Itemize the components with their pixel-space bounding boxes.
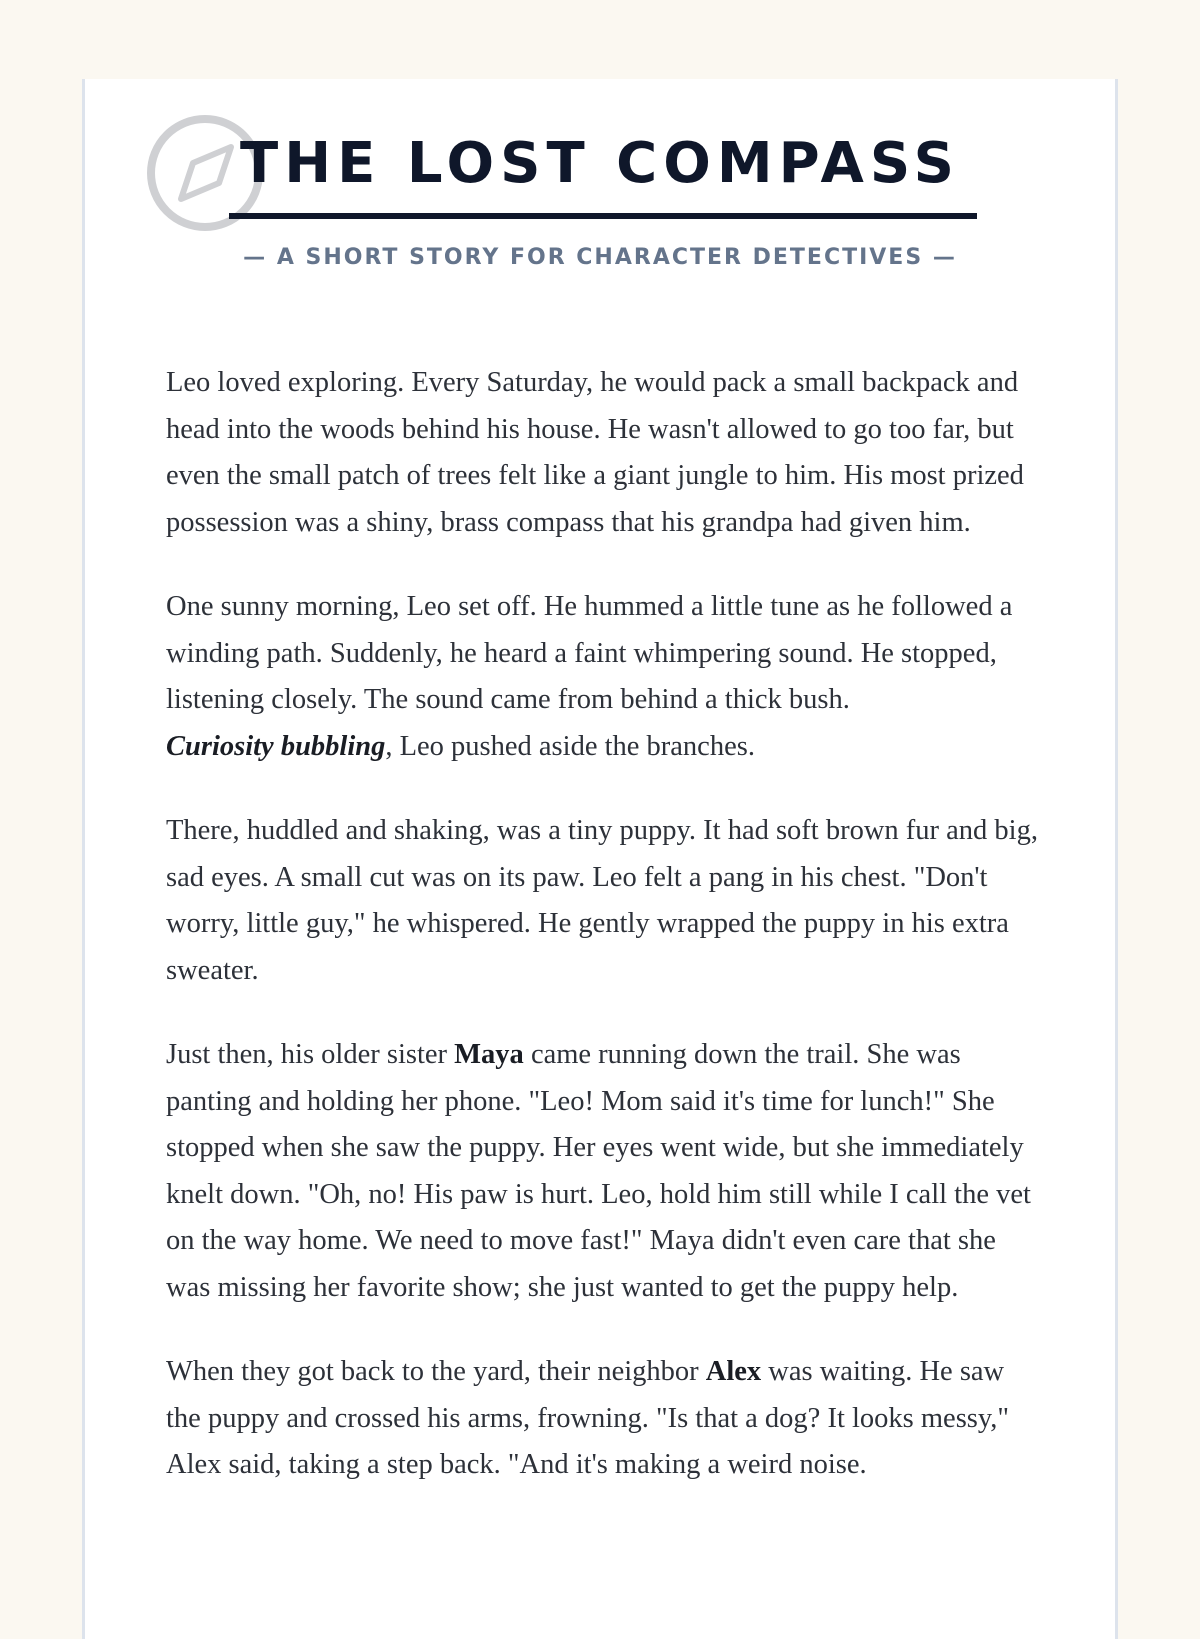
story-paragraph-1: Leo loved exploring. Every Saturday, he would pack a small backpack and head into the woods behind his house. He wasn't allowed to go too far, but even the small patch of trees felt like a giant jungle to him. His most prized possession was a shiny, brass compass that his grandpa had given him. xyxy=(166,367,1024,538)
page-subtitle: — A SHORT STORY FOR CHARACTER DETECTIVES — xyxy=(243,245,957,270)
emphasis-phrase: Curiosity bubbling xyxy=(166,730,386,762)
story-paragraph-5 xyxy=(166,1349,1046,1489)
paragraph-text: , Leo pushed aside the branches. xyxy=(385,730,755,762)
page-title: THE LOST COMPASS xyxy=(240,131,960,196)
story-paragraph-2 xyxy=(166,584,1046,770)
story-page xyxy=(82,79,1118,1639)
paragraph-text: came running down the trail. She was panting and holding her phone. "Leo! Mom said it's time for lunch!" She stopped when she saw the puppy. Her eyes went wide, but she immediately knelt down. "Oh, no! His paw is hurt. Leo, hold him still while I call the vet on the way home. We need to move fast!" Maya didn't even care that she was missing her favorite show; she just wanted to get the puppy help. xyxy=(166,1039,1031,1303)
paragraph-text: One sunny morning, Leo set off. He hummed a little tune as he followed a winding path. Suddenly, he heard a faint whimpering sound. He stopped, listening closely. The sound came from behind a thick bush. xyxy=(166,591,1013,715)
paragraph-text: Just then, his older sister xyxy=(166,1039,448,1070)
title-underline xyxy=(229,213,977,219)
story-body xyxy=(166,360,1046,1527)
paragraph-text: When they got back to the yard, their neighbor xyxy=(166,1356,699,1387)
character-name-alex: Alex xyxy=(705,1356,762,1387)
story-paragraph-4 xyxy=(166,1032,1046,1311)
character-name-maya: Maya xyxy=(454,1039,524,1070)
paragraph-text: was waiting. He saw the puppy and crossed his arms, frowning. "Is that a dog? It looks messy," Alex said, taking a step back. "And it's making a weird noise. xyxy=(166,1356,1010,1480)
story-paragraph-3: There, huddled and shaking, was a tiny puppy. It had soft brown fur and big, sad eyes. A small cut was on its paw. Leo felt a pang in his chest. "Don't worry, little guy," he whispered. He gently wrapped the puppy in his extra sweater. xyxy=(166,815,1038,986)
